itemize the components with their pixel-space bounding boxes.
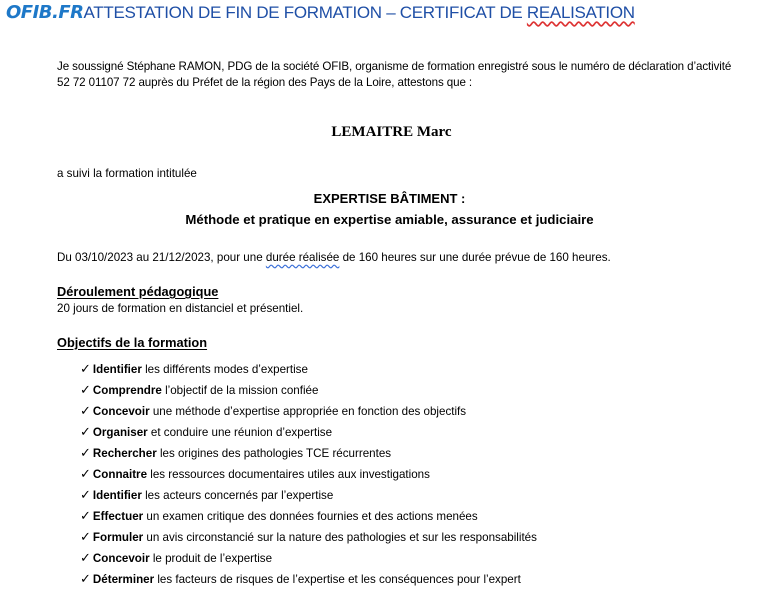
checkmark-icon: ✓ xyxy=(80,571,91,586)
course-title: EXPERTISE BÂTIMENT : xyxy=(313,191,466,206)
objective-verb: Effectuer xyxy=(92,510,144,523)
checkmark-icon: ✓ xyxy=(80,382,91,397)
document-title xyxy=(84,3,635,22)
objective-verb: Identifier xyxy=(92,489,142,502)
progress-text: 20 jours de formation en distanciel et présentiel. xyxy=(57,302,304,315)
ofib-logo: OFIB.FR xyxy=(6,2,84,23)
objectives-heading: Objectifs de la formation xyxy=(57,335,208,350)
objective-item xyxy=(80,550,537,571)
checkmark-icon: ✓ xyxy=(80,424,91,439)
checkmark-icon: ✓ xyxy=(80,361,91,376)
dates-before: Du 03/10/2023 au 21/12/2023, pour une xyxy=(57,251,266,264)
objective-text: une méthode d’expertise appropriée en fonction des objectifs xyxy=(149,405,467,418)
trainee-name: LEMAITRE Marc xyxy=(331,124,452,140)
checkmark-icon: ✓ xyxy=(80,403,91,418)
objective-text: les origines des pathologies TCE récurrentes xyxy=(156,447,392,460)
objective-text: et conduire une réunion d’expertise xyxy=(147,426,333,439)
objective-item xyxy=(80,529,537,550)
progress-heading: Déroulement pédagogique xyxy=(57,284,219,299)
objective-verb: Concevoir xyxy=(92,405,150,418)
objective-text: les ressources documentaires utiles aux investigations xyxy=(147,468,430,481)
objective-verb: Connaitre xyxy=(92,468,148,481)
objective-item xyxy=(80,403,537,424)
training-dates xyxy=(57,251,611,264)
objective-item xyxy=(80,487,537,508)
objective-item xyxy=(80,508,537,529)
document-title-end: REALISATION xyxy=(526,3,635,22)
document-title-start: ATTESTATION DE FIN DE FORMATION – CERTIFICAT DE xyxy=(83,3,527,22)
objective-text: les facteurs de risques de l’expertise et les conséquences pour l’expert xyxy=(154,573,521,586)
objective-item xyxy=(80,382,537,403)
objectives-list xyxy=(80,361,537,592)
objective-text: un examen critique des données fournies et des actions menées xyxy=(143,510,478,523)
intro-paragraph: Je soussigné Stéphane RAMON, PDG de la société OFIB, organisme de formation enregistré sous le numéro de déclaration d’activité 52 72 01107 72 auprès du Préfet de la région des Pays de la Loire, attestons que : xyxy=(57,60,732,89)
checkmark-icon: ✓ xyxy=(80,508,91,523)
objective-item xyxy=(80,571,537,592)
objective-verb: Rechercher xyxy=(92,447,157,460)
objective-item xyxy=(80,445,537,466)
objective-verb: Identifier xyxy=(92,363,142,376)
objective-text: le produit de l’expertise xyxy=(149,552,273,565)
objective-verb: Organiser xyxy=(92,426,148,439)
checkmark-icon: ✓ xyxy=(80,529,91,544)
objective-text: les acteurs concernés par l’expertise xyxy=(141,489,334,502)
objective-verb: Déterminer xyxy=(92,573,155,586)
objective-verb: Comprendre xyxy=(92,384,162,397)
objective-text: les différents modes d’expertise xyxy=(141,363,308,376)
objective-text: un avis circonstancié sur la nature des pathologies et sur les responsabilités xyxy=(143,531,537,544)
objective-item xyxy=(80,361,537,382)
checkmark-icon: ✓ xyxy=(80,445,91,460)
dates-highlight: durée réalisée xyxy=(265,251,340,264)
followed-text: a suivi la formation intitulée xyxy=(57,167,197,180)
checkmark-icon: ✓ xyxy=(80,487,91,502)
objective-item xyxy=(80,424,537,445)
document-header xyxy=(6,2,635,24)
dates-after: de 160 heures sur une durée prévue de 160 heures. xyxy=(339,251,611,264)
objective-verb: Formuler xyxy=(92,531,144,544)
objective-item xyxy=(80,466,537,487)
objective-verb: Concevoir xyxy=(92,552,150,565)
checkmark-icon: ✓ xyxy=(80,466,91,481)
checkmark-icon: ✓ xyxy=(80,550,91,565)
course-subtitle: Méthode et pratique en expertise amiable, assurance et judiciaire xyxy=(185,212,594,227)
objective-text: l’objectif de la mission confiée xyxy=(161,384,319,397)
